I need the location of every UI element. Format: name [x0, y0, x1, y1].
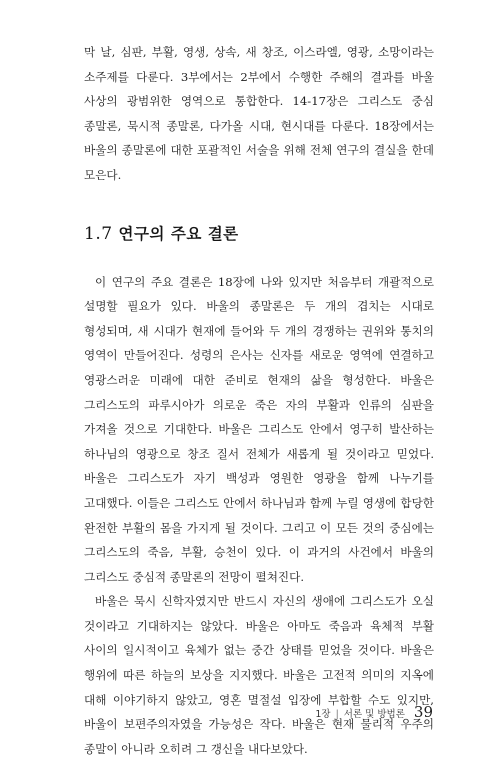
- intro-paragraph: 막 날, 심판, 부활, 영생, 상속, 새 창조, 이스라엘, 영광, 소망이라는 소주제를 다룬다. 3부에서는 2부에서 수행한 주해의 결과를 바울 사상의 광범위한 영역으로 통합한다. 14-17장은 그리스도 중심 종말론, 묵시적 종말론, 다가올 시대, 현시대를 다룬다. 18장에서는 바울의 종말론에 대한 포괄적인 서술을 위해 전체 연구의 결실을 한데 모은다.: [84, 45, 434, 182]
- body-paragraph-2: 바울은 묵시 신학자였지만 반드시 자신의 생애에 그리스도가 오실 것이라고 기대하지는 않았다. 바울은 아마도 죽음과 육체적 부활 사이의 일시적이고 육체가 없는 중간 상태를 믿었을 것이다. 바울은 행위에 따른 하늘의 보상을 지지했다. 바울은 고전적 의미의 지옥에 대해 이야기하지 않았고, 영혼 멸절설 입장에 부합할 수도 있지만, 바울이 보편주의자였을 가능성은 작다. 바울은 현재 물리적 우주의 종말이 아니라 오히려 그 갱신을 내다보았다.: [84, 594, 434, 756]
- footer-section-title: 서론 및 방법론: [343, 709, 405, 720]
- page-content: [84, 40, 434, 761]
- section-heading: [84, 222, 434, 244]
- section-title: 연구의 주요 결론: [118, 224, 239, 243]
- section-number: 1.7: [84, 223, 113, 244]
- page-number: 39: [413, 703, 433, 721]
- footer-chapter: 1장: [315, 709, 331, 720]
- body-paragraph-1: 이 연구의 주요 결론은 18장에 나와 있지만 처음부터 개괄적으로 설명할 필요가 있다. 바울의 종말론은 두 개의 겹치는 시대로 형성되며, 새 시대가 현재에 들어와 두 개의 경쟁하는 권위와 통치의 영역이 만들어진다. 성령의 은사는 신자를 새로운 영역에 연결하고 영광스러운 미래에 대한 준비로 현재의 삶을 형성한다. 바울은 그리스도의 파루시아가 의로운 죽은 자의 부활과 인류의 심판을 가져올 것으로 기대한다. 바울은 그리스도 안에서 영구히 발산하는 하나님의 영광으로 창조 질서 전체가 새롭게 될 것이라고 믿었다. 바울은 그리스도가 자기 백성과 영원한 영광을 함께 나누기를 고대했다. 이들은 그리스도 안에서 하나님과 함께 누릴 영생에 합당한 완전한 부활의 몸을 가지게 될 것이다. 그리고 이 모든 것의 중심에는 그리스도의 죽음, 부활, 승천이 있다. 이 과거의 사건에서 바울의 그리스도 중심적 종말론의 전망이 펼쳐진다.: [84, 274, 434, 584]
- footer-separator: |: [335, 709, 339, 720]
- page-footer: [315, 703, 433, 721]
